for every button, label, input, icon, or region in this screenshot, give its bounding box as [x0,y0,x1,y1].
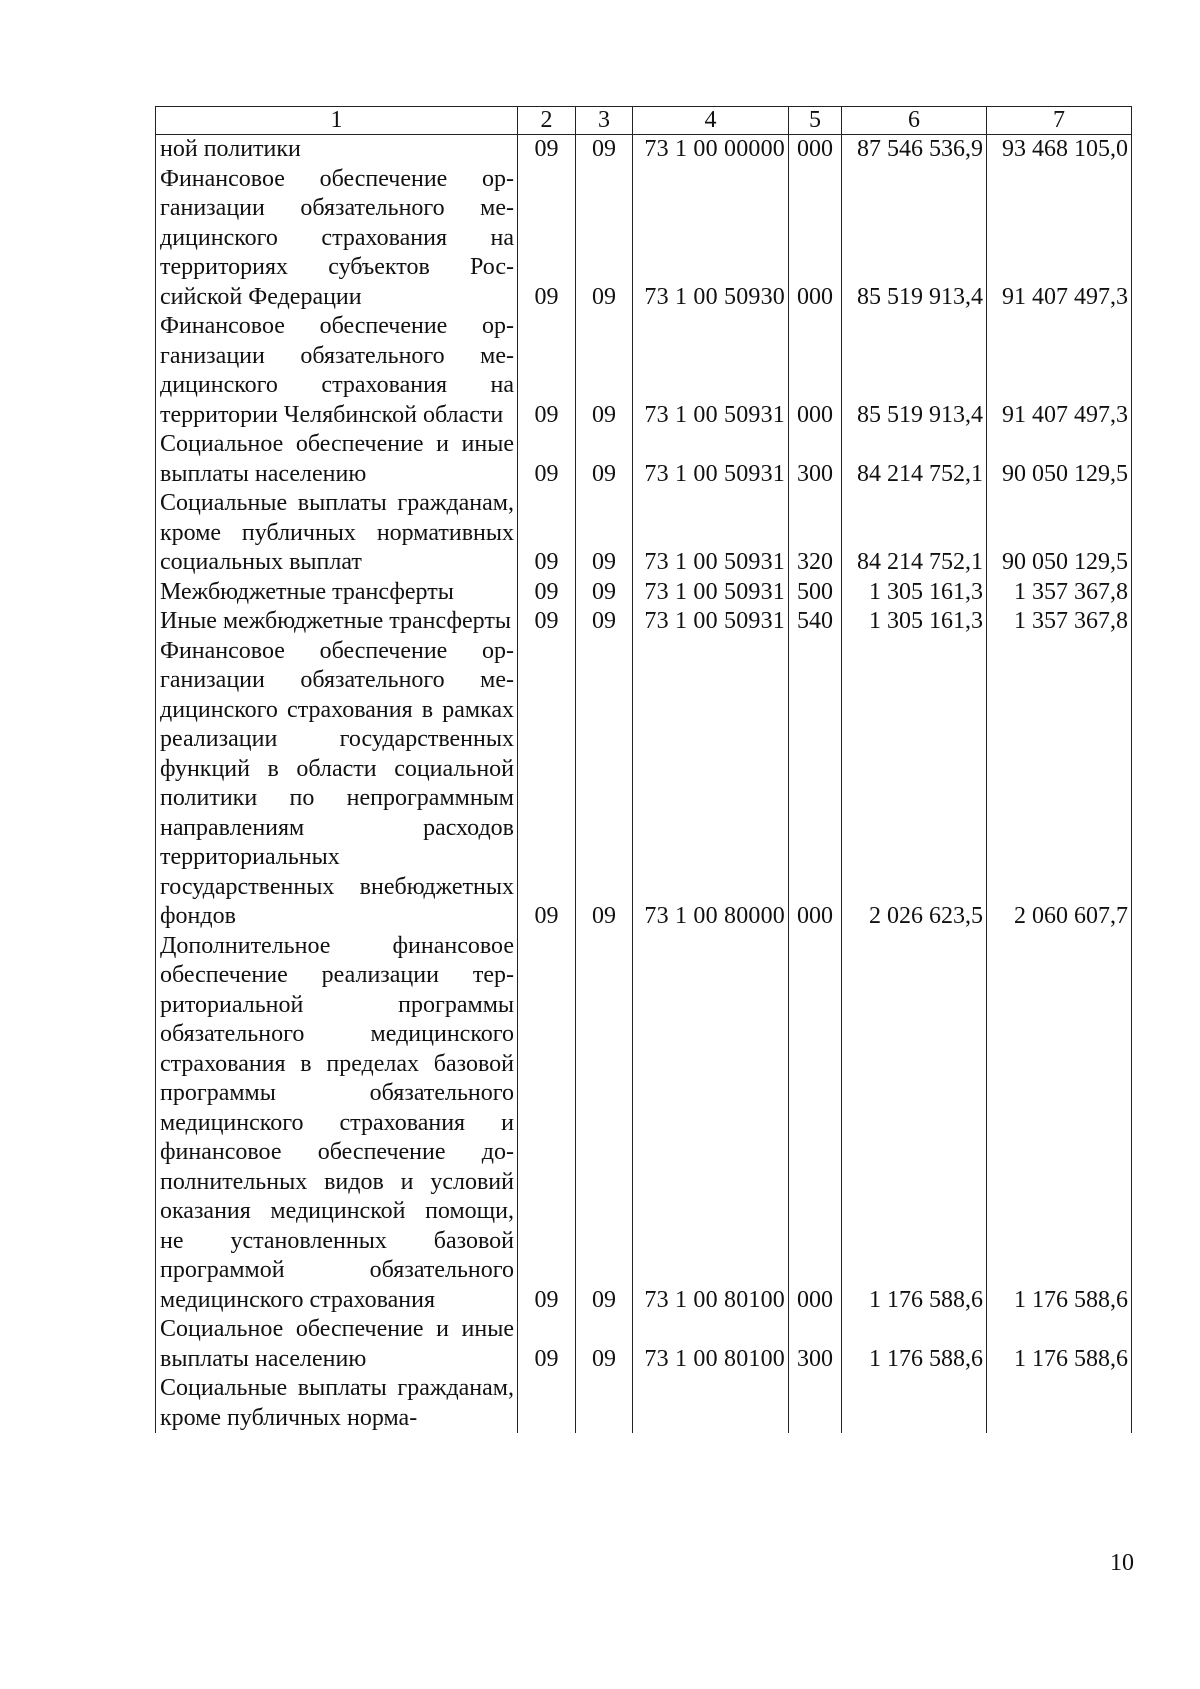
row-amount-year2: 90 050 129,5 [987,489,1132,578]
table-row [156,1315,1132,1374]
row-amount-year2: 91 407 497,3 [987,165,1132,313]
table-row [156,165,1132,313]
row-name: Социальные выплаты гражданам, кроме публичных норма- [156,1374,518,1433]
row-target-article: 73 1 00 50930 [633,165,789,313]
row-amount-year1: 1 305 161,3 [842,578,987,608]
row-expense-type: 320 [789,489,842,578]
row-name: Финансовое обеспечение организации обязательного медицинского страхования в рамках реализации государственных функций в области социальной политики по непрограммным направлениям расходов территориальных государственных внебюджетных фондов [156,637,518,932]
column-header-7: 7 [987,107,1132,135]
row-name: Межбюджетные трансферты [156,578,518,608]
row-target-article [633,1374,789,1433]
row-expense-type: 000 [789,637,842,932]
row-expense-type: 000 [789,932,842,1316]
row-target-article: 73 1 00 50931 [633,489,789,578]
table-row [156,1374,1132,1433]
row-amount-year1: 1 305 161,3 [842,607,987,637]
row-expense-type: 000 [789,165,842,313]
row-amount-year2: 91 407 497,3 [987,312,1132,430]
row-target-article: 73 1 00 50931 [633,312,789,430]
column-header-6: 6 [842,107,987,135]
row-target-article: 73 1 00 80100 [633,1315,789,1374]
row-name: Дополнительное финансовое обеспечение реализации территориальной программы обязательного медицинского страхования в пределах базовой программы обязательного медицинского страхования и финансовое обеспечение дополнительных видов и условий оказания медицинской помощи, не установленных базовой программой обязательного медицинского страхования [156,932,518,1316]
row-target-article: 73 1 00 00000 [633,135,789,165]
row-amount-year2 [987,1374,1132,1433]
row-name: ной политики [156,135,518,165]
row-section: 09 [518,578,576,608]
row-name: Социальное обеспечение и иные выплаты населению [156,430,518,489]
row-amount-year2: 1 357 367,8 [987,607,1132,637]
row-amount-year2: 1 176 588,6 [987,932,1132,1316]
table-row [156,312,1132,430]
page-number: 10 [1110,1550,1134,1576]
table-row [156,135,1132,165]
row-amount-year2: 93 468 105,0 [987,135,1132,165]
row-section: 09 [518,312,576,430]
table-row [156,578,1132,608]
row-section: 09 [518,430,576,489]
row-amount-year1: 2 026 623,5 [842,637,987,932]
row-subsection: 09 [576,165,633,313]
column-header-5: 5 [789,107,842,135]
row-amount-year1: 85 519 913,4 [842,165,987,313]
row-amount-year1: 84 214 752,1 [842,489,987,578]
row-amount-year1: 84 214 752,1 [842,430,987,489]
row-expense-type: 000 [789,135,842,165]
row-target-article: 73 1 00 80100 [633,932,789,1316]
table-row [156,932,1132,1316]
row-amount-year1: 1 176 588,6 [842,1315,987,1374]
row-amount-year2: 2 060 607,7 [987,637,1132,932]
row-subsection: 09 [576,1315,633,1374]
row-section: 09 [518,489,576,578]
column-header-4: 4 [633,107,789,135]
row-expense-type: 300 [789,430,842,489]
row-subsection: 09 [576,578,633,608]
row-section: 09 [518,135,576,165]
table-row [156,637,1132,932]
row-amount-year1: 85 519 913,4 [842,312,987,430]
row-target-article: 73 1 00 50931 [633,430,789,489]
budget-table [155,106,1132,1433]
table-row [156,430,1132,489]
column-header-1: 1 [156,107,518,135]
row-expense-type: 500 [789,578,842,608]
table-body [156,135,1132,1434]
row-section: 09 [518,165,576,313]
row-subsection: 09 [576,932,633,1316]
row-amount-year1: 87 546 536,9 [842,135,987,165]
row-section [518,1374,576,1433]
column-header-3: 3 [576,107,633,135]
row-section: 09 [518,932,576,1316]
row-expense-type [789,1374,842,1433]
row-amount-year2: 90 050 129,5 [987,430,1132,489]
row-target-article: 73 1 00 50931 [633,578,789,608]
row-name: Финансовое обеспечение организации обязательного медицинского страхования на территории Челябинской области [156,312,518,430]
row-subsection [576,1374,633,1433]
row-amount-year2: 1 357 367,8 [987,578,1132,608]
table-row [156,489,1132,578]
table-row [156,607,1132,637]
row-subsection: 09 [576,607,633,637]
row-subsection: 09 [576,135,633,165]
row-section: 09 [518,1315,576,1374]
row-name: Социальное обеспечение и иные выплаты населению [156,1315,518,1374]
row-subsection: 09 [576,637,633,932]
row-subsection: 09 [576,489,633,578]
row-subsection: 09 [576,312,633,430]
row-expense-type: 000 [789,312,842,430]
column-header-2: 2 [518,107,576,135]
row-name: Иные межбюджетные трансферты [156,607,518,637]
row-amount-year1 [842,1374,987,1433]
row-target-article: 73 1 00 80000 [633,637,789,932]
row-section: 09 [518,607,576,637]
row-amount-year1: 1 176 588,6 [842,932,987,1316]
row-section: 09 [518,637,576,932]
table-header-row [156,107,1132,135]
row-expense-type: 300 [789,1315,842,1374]
row-subsection: 09 [576,430,633,489]
row-amount-year2: 1 176 588,6 [987,1315,1132,1374]
row-name: Социальные выплаты гражданам, кроме публичных нормативных социальных выплат [156,489,518,578]
row-name: Финансовое обеспечение организации обязательного медицинского страхования на территориях субъектов Российской Федерации [156,165,518,313]
row-target-article: 73 1 00 50931 [633,607,789,637]
row-expense-type: 540 [789,607,842,637]
